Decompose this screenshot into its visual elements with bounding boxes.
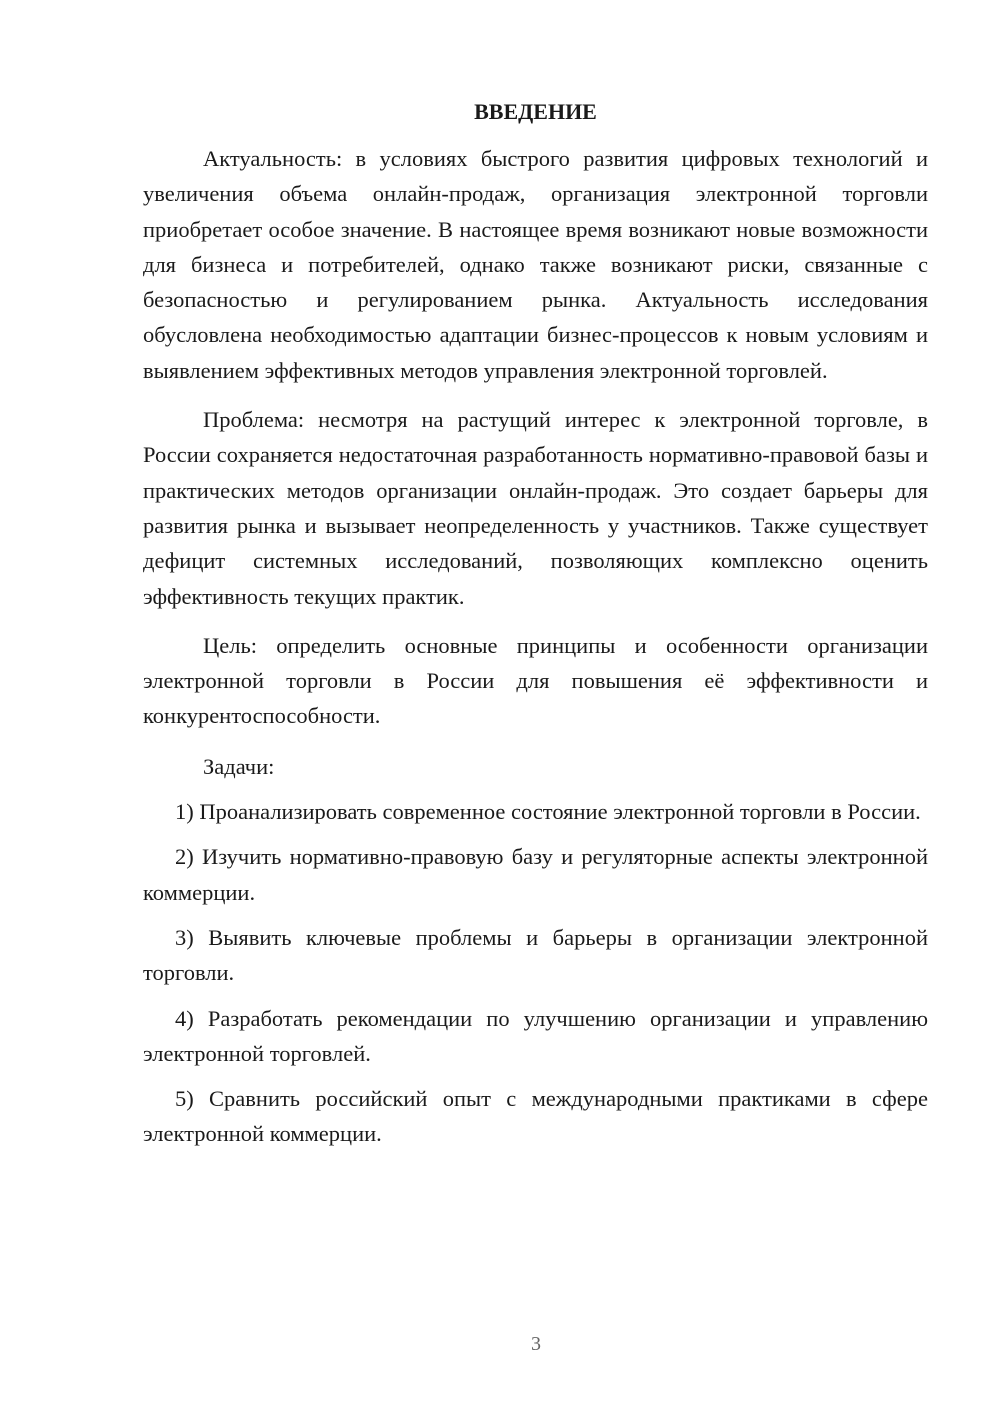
page-number: 3: [531, 1333, 541, 1355]
task-item-1: 1) Проанализировать современное состояние электронной торговли в России.: [175, 799, 921, 825]
relevance-paragraph: Актуальность: в условиях быстрого развития цифровых технологий и увеличения объема онлайн-продаж, организация электронной торговли приобретает особое значение. В настоящее время возникают новые возможности для бизнеса и потребителей, однако также возникают риски, связанные с безопасностью и регулированием рынка. Актуальность исследования обусловлена необходимостью адаптации бизнес-процессов к новым условиям и выявлением эффективных методов управления электронной торговлей.: [143, 146, 928, 383]
tasks-label: Задачи:: [203, 753, 275, 779]
tasks-list: [143, 794, 928, 1152]
task-item-4: 4) Разработать рекомендации по улучшению организации и управлению электронной торговлей.: [143, 1005, 928, 1066]
goal-paragraph: Цель: определить основные принципы и особенности организации электронной торговли в России для повышения её эффективности и конкурентоспособности.: [143, 632, 928, 729]
task-item-2: 2) Изучить нормативно-правовую базу и регуляторные аспекты электронной коммерции.: [143, 844, 928, 905]
task-item-5: 5) Сравнить российский опыт с международными практиками в сфере электронной коммерции.: [143, 1086, 928, 1147]
task-item-3: 3) Выявить ключевые проблемы и барьеры в организации электронной торговли.: [143, 924, 928, 986]
section-heading: ВВЕДЕНИЕ: [474, 99, 597, 124]
problem-paragraph: Проблема: несмотря на растущий интерес к электронной торговле, в России сохраняется недостаточная разработанность нормативно-правовой базы и практических методов организации онлайн-продаж. Это создает барьеры для развития рынка и вызывает неопределенность у участников. Также существует дефицит системных исследований, позволяющих комплексно оценить эффективность текущих практик.: [143, 407, 928, 609]
page-content: [143, 94, 928, 1152]
